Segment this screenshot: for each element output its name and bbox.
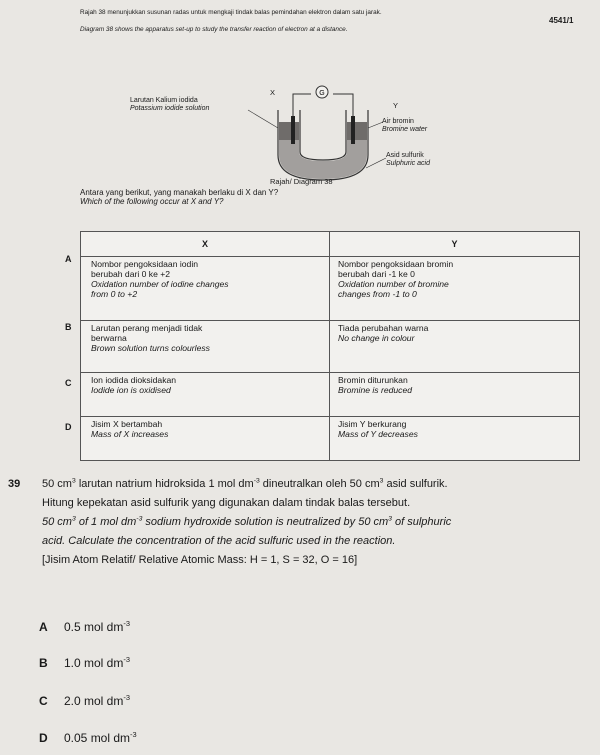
q-sup: 3 xyxy=(71,515,76,523)
options-table xyxy=(80,231,580,461)
answer-letter-a[interactable]: A xyxy=(39,620,48,634)
pointer-acid xyxy=(366,158,386,168)
row-a-x xyxy=(81,257,330,321)
answer-value-c[interactable] xyxy=(64,694,130,708)
question-number: 39 xyxy=(8,478,21,490)
cell-text: berubah dari 0 ke +2 xyxy=(91,269,171,279)
header-y: Y xyxy=(330,232,580,257)
row-d-x xyxy=(81,417,330,461)
label-x: X xyxy=(270,88,276,97)
galvanometer-label: G xyxy=(319,90,325,97)
answer-text: 0.5 mol dm xyxy=(64,620,124,634)
q-text: larutan natrium hidroksida 1 mol dm xyxy=(75,478,254,490)
q-text: 50 cm xyxy=(42,516,72,528)
electrode-y xyxy=(351,116,355,144)
question39-line4: acid. Calculate the concentration of the acid sulfuric used in the reaction. xyxy=(42,535,396,547)
q-text: dineutralkan oleh 50 cm xyxy=(259,478,380,490)
question38-malay: Antara yang berikut, yang manakah berlaku di X dan Y? xyxy=(80,188,279,197)
question39-line2: Hitung kepekatan asid sulfurik yang digunakan dalam tindak balas tersebut. xyxy=(42,497,411,509)
cell-text: No change in colour xyxy=(338,333,415,343)
paper-code: 4541/1 xyxy=(549,16,574,25)
intro-text-english: Diagram 38 shows the apparatus set-up to study the transfer reaction of electron at a distance. xyxy=(80,26,348,33)
diagram-caption: Rajah/ Diagram 38 xyxy=(270,177,333,186)
table-header-row xyxy=(81,232,580,257)
cell-text: berubah dari -1 ke 0 xyxy=(338,269,415,279)
cell-text: Tiada perubahan warna xyxy=(338,323,429,333)
label-y: Y xyxy=(393,101,399,110)
label-bromine-malay: Air bromin xyxy=(382,118,414,125)
q-text: asid sulfurik. xyxy=(383,478,448,490)
question39-line5: [Jisim Atom Relatif/ Relative Atomic Mass: H = 1, S = 32, O = 16] xyxy=(42,554,358,566)
answer-sup: -3 xyxy=(123,693,130,702)
cell-text: Brown solution turns colourless xyxy=(91,343,210,353)
answer-sup: -3 xyxy=(123,619,130,628)
row-c-y xyxy=(330,373,580,417)
header-x: X xyxy=(81,232,330,257)
cell-text: Oxidation number of iodine changes xyxy=(91,279,229,289)
answer-text: 0.05 mol dm xyxy=(64,731,131,745)
answer-letter-c[interactable]: C xyxy=(39,694,48,708)
answer-value-a[interactable] xyxy=(64,620,130,634)
option-letter-c: C xyxy=(65,378,72,388)
cell-text: berwarna xyxy=(91,333,127,343)
cell-text: Bromin diturunkan xyxy=(338,375,408,385)
question39-line3 xyxy=(42,516,451,529)
cell-text: Oxidation number of bromine xyxy=(338,279,449,289)
q-text: of sulphuric xyxy=(391,516,452,528)
option-letter-d: D xyxy=(65,422,72,432)
q-sup: 3 xyxy=(379,477,384,485)
option-letter-b: B xyxy=(65,322,72,332)
pointer-ki xyxy=(248,110,278,128)
answer-text: 1.0 mol dm xyxy=(64,656,124,670)
cell-text: Ion iodida dioksidakan xyxy=(91,375,177,385)
ki-solution xyxy=(279,122,299,140)
label-bromine-english: Bromine water xyxy=(382,126,428,133)
answer-sup: -3 xyxy=(123,655,130,664)
q-sup: 3 xyxy=(71,477,76,485)
q-text: 50 cm xyxy=(42,478,72,490)
cell-text: Jisim Y berkurang xyxy=(338,419,407,429)
label-acid-malay: Asid sulfurik xyxy=(386,152,424,159)
pointer-bromine xyxy=(368,122,383,128)
wire-left xyxy=(293,94,311,118)
row-d-y xyxy=(330,417,580,461)
q-sup: -3 xyxy=(136,515,143,523)
table-row xyxy=(81,373,580,417)
label-acid-english: Sulphuric acid xyxy=(386,160,430,167)
u-tube-inner xyxy=(300,110,346,160)
answer-text: 2.0 mol dm xyxy=(64,694,124,708)
table-row xyxy=(81,417,580,461)
cell-text: Jisim X bertambah xyxy=(91,419,163,429)
cell-text: Larutan perang menjadi tidak xyxy=(91,323,203,333)
label-potassium-iodide-malay: Larutan Kalium iodida xyxy=(130,97,198,104)
answer-letter-b[interactable]: B xyxy=(39,656,48,670)
answer-sup: -3 xyxy=(130,730,137,739)
intro-text-malay: Rajah 38 menunjukkan susunan radas untuk mengkaji tindak balas pemindahan elektron dalam satu jarak. xyxy=(80,9,382,16)
row-c-x xyxy=(81,373,330,417)
wire-right xyxy=(333,94,353,118)
row-b-x xyxy=(81,321,330,373)
cell-text: Nombor pengoksidaan bromin xyxy=(338,259,454,269)
label-potassium-iodide-english: Potassium iodide solution xyxy=(130,105,210,112)
cell-text: Mass of X increases xyxy=(91,429,169,439)
table-row xyxy=(81,321,580,373)
answer-value-b[interactable] xyxy=(64,656,130,670)
bromine-solution xyxy=(347,122,367,140)
question38-english: Which of the following occur at X and Y? xyxy=(80,197,224,206)
cell-text: Mass of Y decreases xyxy=(338,429,418,439)
q-text: of 1 mol dm xyxy=(75,516,137,528)
cell-text: changes from -1 to 0 xyxy=(338,289,417,299)
row-a-y xyxy=(330,257,580,321)
row-b-y xyxy=(330,321,580,373)
cell-text: from 0 to +2 xyxy=(91,289,138,299)
cell-text: Bromine is reduced xyxy=(338,385,413,395)
option-letter-a: A xyxy=(65,254,72,264)
q-sup: 3 xyxy=(388,515,392,523)
electrode-x xyxy=(291,116,295,144)
answer-value-d[interactable] xyxy=(64,731,137,745)
cell-text: Iodide ion is oxidised xyxy=(91,385,171,395)
table-row xyxy=(81,257,580,321)
answer-letter-d[interactable]: D xyxy=(39,731,48,745)
q-sup: -3 xyxy=(253,477,260,485)
q-text: sodium hydroxide solution is neutralized by 50 cm xyxy=(142,516,389,528)
question39-line1 xyxy=(42,478,448,491)
cell-text: Nombor pengoksidaan iodin xyxy=(91,259,199,269)
